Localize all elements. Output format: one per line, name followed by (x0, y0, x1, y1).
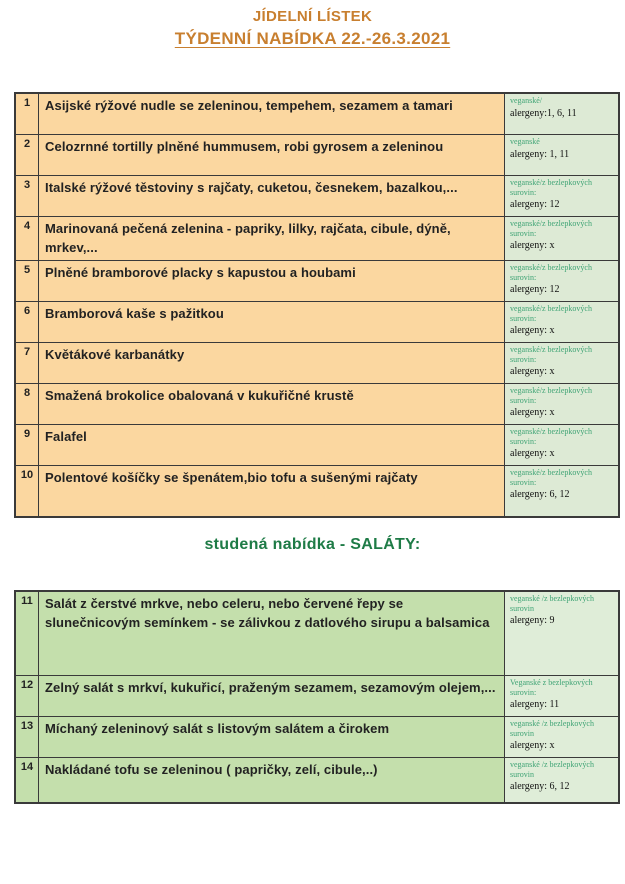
row-number-cell: 11 (15, 591, 39, 676)
allergen-label: alergeny: x (510, 366, 555, 377)
table-row (15, 717, 619, 758)
diet-label: veganské/z bezlepkových surovin: (510, 219, 592, 238)
dish-name-cell: Italské rýžové těstoviny s rajčaty, cuketou, česnekem, bazalkou,... (39, 176, 505, 217)
dish-name-cell: Salát z čerstvé mrkve, nebo celeru, nebo červené řepy se slunečnicovým semínkem - se zálivkou z datlového sirupu a balsamica (39, 591, 505, 676)
table-row (15, 384, 619, 425)
diet-allergen-cell (505, 217, 620, 261)
diet-label: veganské /z bezlepkových surovin (510, 594, 594, 613)
diet-allergen-cell (505, 591, 620, 676)
dish-name-cell: Falafel (39, 425, 505, 466)
table-row (15, 758, 619, 804)
weekly-menu-table (14, 92, 620, 518)
diet-label: veganské/z bezlepkových surovin: (510, 427, 592, 446)
diet-allergen-cell (505, 302, 620, 343)
allergen-label: alergeny: x (510, 407, 555, 418)
dish-name-cell: Zelný salát s mrkví, kukuřicí, praženým sezamem, sezamovým olejem,... (39, 676, 505, 717)
row-number-cell: 12 (15, 676, 39, 717)
allergen-label: alergeny: x (510, 448, 555, 459)
row-number-cell: 3 (15, 176, 39, 217)
dish-name-cell: Nakládané tofu se zeleninou ( papričky, zelí, cibule,..) (39, 758, 505, 804)
diet-label: veganské/z bezlepkových surovin: (510, 304, 592, 323)
row-number-cell: 2 (15, 135, 39, 176)
dish-name-cell: Celozrnné tortilly plněné hummusem, robi gyrosem a zeleninou (39, 135, 505, 176)
diet-allergen-cell (505, 343, 620, 384)
allergen-label: alergeny: x (510, 325, 555, 336)
diet-allergen-cell (505, 717, 620, 758)
diet-label: veganské /z bezlepkových surovin (510, 760, 594, 779)
diet-allergen-cell (505, 93, 620, 135)
diet-label: veganské/z bezlepkových surovin: (510, 263, 592, 282)
dish-name-cell: Asijské rýžové nudle se zeleninou, tempehem, sezamem a tamari (39, 93, 505, 135)
allergen-label: alergeny: x (510, 740, 555, 751)
allergen-label: alergeny: x (510, 240, 555, 251)
allergen-label: alergeny: 1, 11 (510, 148, 570, 160)
page-subtitle-week-dates: TÝDENNÍ NABÍDKA 22.-26.3.2021 (174, 29, 451, 48)
row-number-cell: 8 (15, 384, 39, 425)
allergen-label: alergeny: 12 (510, 199, 560, 210)
diet-allergen-cell (505, 676, 620, 717)
weekly-menu-table-body (15, 93, 619, 517)
diet-label: veganské/z bezlepkových surovin: (510, 468, 592, 487)
dish-name-cell: Polentové košíčky se špenátem,bio tofu a sušenými rajčaty (39, 466, 505, 518)
allergen-label: alergeny: 12 (510, 284, 560, 295)
allergen-label: alergeny: 9 (510, 615, 555, 626)
dish-name-cell: Květákové karbanátky (39, 343, 505, 384)
table-row (15, 466, 619, 518)
table-row (15, 261, 619, 302)
table-row (15, 135, 619, 176)
table-row (15, 302, 619, 343)
dish-name-cell: Marinovaná pečená zelenina - papriky, lilky, rajčata, cibule, dýně, mrkev,... (39, 217, 505, 261)
table-row (15, 93, 619, 135)
table-row (15, 176, 619, 217)
diet-label: veganské (510, 137, 540, 146)
dish-name-cell: Bramborová kaše s pažitkou (39, 302, 505, 343)
row-number-cell: 1 (15, 93, 39, 135)
diet-allergen-cell (505, 176, 620, 217)
table-row (15, 591, 619, 676)
diet-allergen-cell (505, 261, 620, 302)
allergen-label: alergeny: 6, 12 (510, 489, 570, 500)
salads-table (14, 590, 620, 804)
diet-allergen-cell (505, 466, 620, 518)
page-title: JÍDELNÍ LÍSTEK (252, 8, 373, 25)
table-row (15, 217, 619, 261)
table-row (15, 425, 619, 466)
row-number-cell: 13 (15, 717, 39, 758)
diet-label: veganské/z bezlepkových surovin: (510, 178, 592, 197)
row-number-cell: 9 (15, 425, 39, 466)
diet-allergen-cell (505, 135, 620, 176)
row-number-cell: 7 (15, 343, 39, 384)
table-row (15, 343, 619, 384)
diet-label: veganské /z bezlepkových surovin (510, 719, 594, 738)
diet-allergen-cell (505, 384, 620, 425)
diet-label: veganské/z bezlepkových surovin: (510, 345, 592, 364)
allergen-label: alergeny: 6, 12 (510, 781, 570, 792)
row-number-cell: 4 (15, 217, 39, 261)
salads-table-body (15, 591, 619, 803)
allergen-label: alergeny:1, 6, 11 (510, 107, 577, 119)
table-row (15, 676, 619, 717)
row-number-cell: 14 (15, 758, 39, 804)
allergen-label: alergeny: 11 (510, 699, 560, 710)
row-number-cell: 6 (15, 302, 39, 343)
diet-allergen-cell (505, 758, 620, 804)
row-number-cell: 10 (15, 466, 39, 518)
dish-name-cell: Plněné bramborové placky s kapustou a houbami (39, 261, 505, 302)
dish-name-cell: Míchaný zeleninový salát s listovým salátem a čirokem (39, 717, 505, 758)
diet-label: veganské/z bezlepkových surovin: (510, 386, 592, 405)
diet-label: Veganské z bezlepkových surovin: (510, 678, 593, 697)
dish-name-cell: Smažená brokolice obalovaná v kukuřičné krustě (39, 384, 505, 425)
salads-section-heading: studená nabídka - SALÁTY: (204, 536, 421, 553)
diet-label: veganské/ (510, 96, 542, 105)
diet-allergen-cell (505, 425, 620, 466)
row-number-cell: 5 (15, 261, 39, 302)
